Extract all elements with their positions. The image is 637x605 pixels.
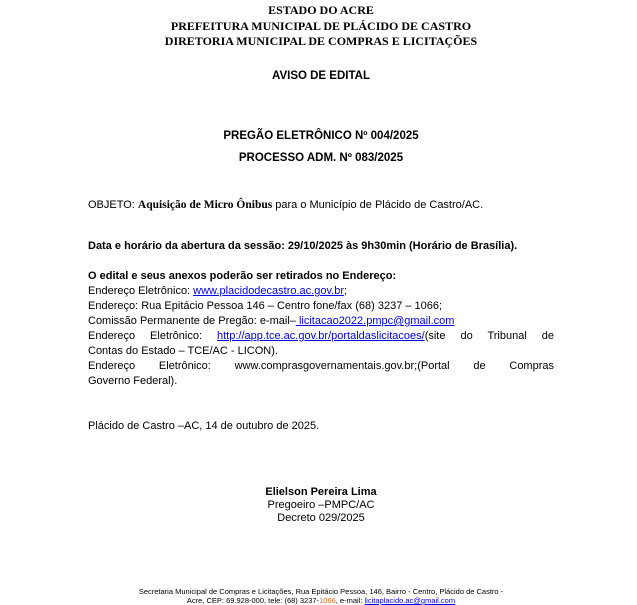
municipality-name: PREFEITURA MUNICIPAL DE PLÁCIDO DE CASTRO [170, 18, 472, 33]
signature-decree: Decreto 029/2025 [277, 512, 365, 524]
tce-portal-link[interactable]: http://app.tce.ac.gov.br/portaldaslicitacoes/ [217, 330, 425, 342]
compras-line1: Endereço Eletrônico: www.comprasgovernamentais.gov.br;(Portal de Compras [88, 360, 554, 372]
municipality-site-link[interactable]: www.placidodecastro.ac.gov.br [193, 285, 344, 297]
footer-phone: 1066 [319, 596, 336, 605]
footer-line2-mid: , e-mail: [335, 596, 365, 605]
footer-address-line1: Secretaria Municipal de Compras e Licitações, Rua Epitácio Pessoa, 146, Bairro - Centro, Plácido de Castro - [138, 587, 504, 596]
signature-block [88, 486, 554, 525]
notice-title: AVISO DE EDITAL [272, 70, 370, 82]
committee-line [88, 314, 554, 329]
objeto-suffix: para o Município de Plácido de Castro/AC. [272, 199, 484, 211]
footer-line2-prefix: Acre, CEP: 69.928-000, tele: (68) 3237- [186, 596, 320, 605]
committee-email-link[interactable]: licitacao2022.pmpc@gmail.com [295, 315, 455, 327]
objeto-value: Aquisição de Micro Ônibus [137, 199, 273, 211]
tce-line1 [88, 329, 554, 344]
compras-line2: Governo Federal). [88, 375, 178, 387]
retrieval-heading: O edital e seus anexos poderão ser retirados no Endereço: [88, 270, 397, 282]
footer-email-link[interactable]: licitaplacido.ac@gmail.com [364, 596, 456, 605]
objeto-label: OBJETO: [88, 199, 138, 211]
state-name: ESTADO DO ACRE [268, 3, 374, 17]
tce-suffix: (site do Tribunal de [424, 330, 554, 342]
objeto-paragraph [88, 198, 554, 213]
auction-identification [88, 125, 554, 169]
site-label: Endereço Eletrônico: [88, 285, 194, 297]
tce-line2: Contas do Estado – TCE/AC - LICON). [88, 345, 278, 357]
address-site-line [88, 284, 554, 299]
department-name: DIRETORIA MUNICIPAL DE COMPRAS E LICITAÇÕES [164, 34, 478, 48]
signature-name: Elielson Pereira Lima [265, 486, 377, 498]
session-datetime-line: Data e horário da abertura da sessão: 29/10/2025 às 9h30min (Horário de Brasília). [88, 240, 518, 252]
committee-label: Comissão Permanente de Pregão: e-mail– [88, 315, 296, 327]
tce-label: Endereço Eletrônico: [88, 330, 217, 342]
site-suffix: ; [344, 285, 348, 297]
address-street-line: Endereço: Rua Epitácio Pessoa 146 – Centro fone/fax (68) 3237 – 1066; [88, 300, 443, 312]
signature-role: Pregoeiro –PMPC/AC [267, 499, 375, 511]
pregao-number: PREGÃO ELETRÔNICO Nº 004/2025 [223, 130, 419, 142]
footer-address-line2 [88, 596, 554, 605]
processo-number: PROCESSO ADM. Nº 083/2025 [238, 152, 404, 164]
place-date-line: Plácido de Castro –AC, 14 de outubro de 2025. [88, 420, 320, 432]
org-header [88, 3, 554, 50]
addresses-block [88, 269, 554, 389]
